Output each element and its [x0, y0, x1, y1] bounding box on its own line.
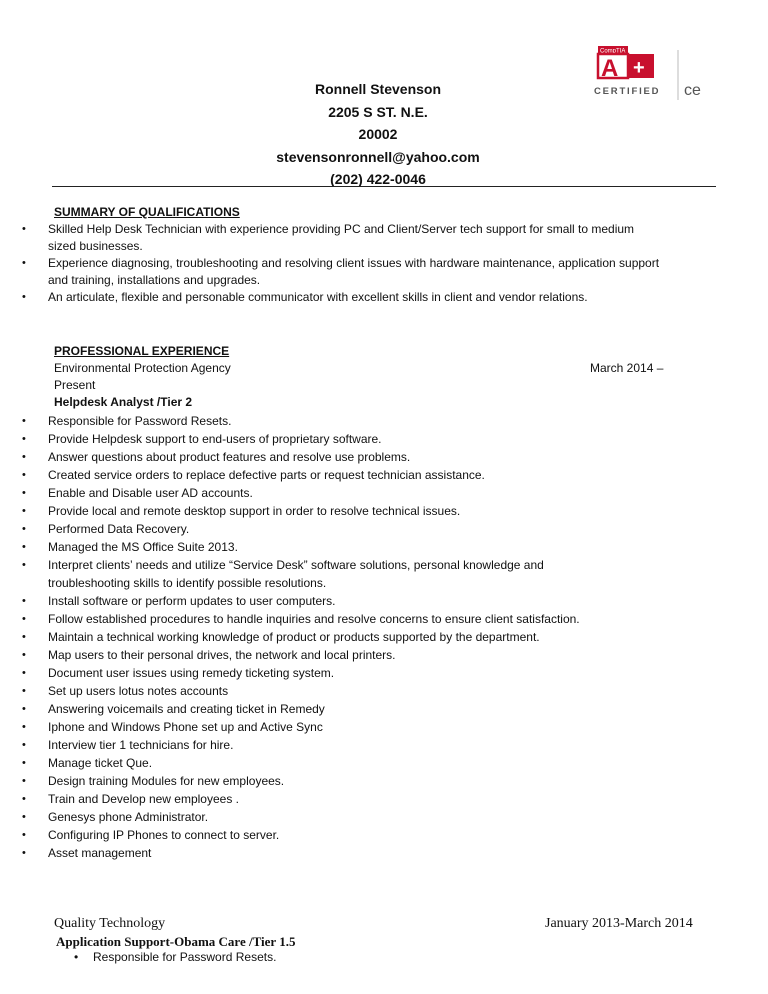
job1-duty-text: Install software or perform updates to user computers. — [48, 594, 336, 608]
bullet-icon: • — [22, 451, 26, 463]
job1-title: Helpdesk Analyst /Tier 2 — [54, 395, 193, 409]
job1-duty — [0, 700, 600, 718]
bullet-icon: • — [74, 950, 79, 964]
certified-text: CERTIFIED — [594, 86, 661, 97]
bullet-icon: • — [22, 811, 26, 823]
job1-duty-text: Interpret clients’ needs and utilize “Service Desk” software solutions, personal knowledge and troubleshooting skills to identify possible resolutions. — [48, 558, 544, 590]
bullet-icon: • — [22, 667, 26, 679]
a-letter: A — [601, 55, 619, 82]
bullet-icon: • — [22, 487, 26, 499]
job1-duty-text: Answering voicemails and creating ticket in Remedy — [48, 702, 325, 716]
job1-duty — [0, 430, 600, 448]
job1-duty-text: Genesys phone Administrator. — [48, 810, 209, 824]
zip-code: 20002 — [358, 126, 398, 142]
phone-number: (202) 422-0046 — [330, 171, 426, 187]
bullet-icon: • — [22, 847, 26, 859]
job1-duty-text: Iphone and Windows Phone set up and Active Sync — [48, 720, 323, 734]
summary-heading: SUMMARY OF QUALIFICATIONS — [54, 205, 240, 219]
job2-duties-list — [0, 949, 276, 966]
bullet-icon: • — [22, 523, 26, 535]
job1-duty — [0, 718, 600, 736]
job1-duty-text: Performed Data Recovery. — [48, 522, 190, 536]
bullet-icon: • — [22, 595, 26, 607]
job1-duty — [0, 592, 600, 610]
job1-duty — [0, 484, 600, 502]
ce-text: ce — [684, 82, 701, 99]
job1-duty — [0, 466, 600, 484]
job1-duty — [0, 520, 600, 538]
comptia-a-plus-certified-logo — [588, 46, 710, 102]
job1-duty — [0, 412, 600, 430]
bullet-icon: • — [22, 775, 26, 787]
job1-duty — [0, 772, 600, 790]
job1-duty-text: Provide local and remote desktop support in order to resolve technical issues. — [48, 504, 461, 518]
job2-duty-text: Responsible for Password Resets. — [93, 950, 277, 964]
job1-duty — [0, 844, 600, 862]
job1-duty-text: Set up users lotus notes accounts — [48, 684, 229, 698]
job1-duty — [0, 754, 600, 772]
job1-duty-text: Map users to their personal drives, the network and local printers. — [48, 648, 396, 662]
bullet-icon: • — [22, 223, 26, 235]
bullet-icon: • — [22, 505, 26, 517]
job1-duty — [0, 556, 600, 592]
job1-duty-text: Enable and Disable user AD accounts. — [48, 486, 253, 500]
job1-duty-text: Manage ticket Que. — [48, 756, 153, 770]
plus-sign: + — [633, 57, 645, 79]
bullet-icon: • — [22, 541, 26, 553]
candidate-name: Ronnell Stevenson — [314, 81, 442, 97]
job1-duty — [0, 646, 600, 664]
job1-duty-text: Managed the MS Office Suite 2013. — [48, 540, 238, 554]
job1-duty-text: Asset management — [48, 846, 152, 860]
summary-item — [0, 255, 660, 289]
summary-item-text: Skilled Help Desk Technician with experience providing PC and Client/Server tech support for small to medium sized businesses. — [48, 222, 635, 253]
job1-duty-text: Provide Helpdesk support to end-users of proprietary software. — [48, 432, 382, 446]
bullet-icon: • — [22, 613, 26, 625]
job1-duties-list — [0, 412, 600, 862]
bullet-icon: • — [22, 793, 26, 805]
job1-duty — [0, 538, 600, 556]
job1-duty-text: Responsible for Password Resets. — [48, 414, 232, 428]
job1-duty — [0, 610, 600, 628]
summary-item — [0, 221, 660, 255]
summary-item-text: An articulate, flexible and personable communicator with excellent skills in client and vendor relations. — [48, 290, 588, 304]
job1-duty — [0, 826, 600, 844]
bullet-icon: • — [22, 559, 26, 571]
header-divider — [52, 186, 716, 187]
bullet-icon: • — [22, 469, 26, 481]
job1-duty-text: Answer questions about product features and resolve use problems. — [48, 450, 411, 464]
job1-date-start: March 2014 – — [590, 361, 664, 375]
experience-heading: PROFESSIONAL EXPERIENCE — [54, 344, 230, 358]
job2-organization: Quality Technology — [54, 916, 166, 931]
bullet-icon: • — [22, 739, 26, 751]
job1-duty-text: Design training Modules for new employees. — [48, 774, 285, 788]
job1-duty — [0, 448, 600, 466]
bullet-icon: • — [22, 291, 26, 303]
bullet-icon: • — [22, 433, 26, 445]
job1-org-name: Environmental Protection Agency — [54, 361, 231, 375]
bullet-icon: • — [22, 721, 26, 733]
job1-duty-text: Follow established procedures to handle inquiries and resolve concerns to ensure client satisfaction. — [48, 612, 580, 626]
bullet-icon: • — [22, 257, 26, 269]
job1-duty-text: Configuring IP Phones to connect to server. — [48, 828, 280, 842]
summary-item-text: Experience diagnosing, troubleshooting and resolving client issues with hardware maintenance, application support and training, installations and upgrades. — [48, 256, 660, 287]
job2-dates: January 2013-March 2014 — [545, 916, 693, 931]
job1-duty — [0, 736, 600, 754]
job1-duty-text: Maintain a technical working knowledge of product or products supported by the department. — [48, 630, 540, 644]
job1-duty-text: Document user issues using remedy ticketing system. — [48, 666, 335, 680]
job1-duty — [0, 664, 600, 682]
summary-list — [0, 221, 660, 306]
job1-date-end: Present — [54, 378, 96, 392]
street-address: 2205 S ST. N.E. — [328, 103, 428, 120]
job1-duty — [0, 682, 600, 700]
job2-title: Application Support-Obama Care /Tier 1.5 — [56, 934, 296, 949]
bullet-icon: • — [22, 649, 26, 661]
job1-duty — [0, 808, 600, 826]
bullet-icon: • — [22, 757, 26, 769]
job1-duty — [0, 790, 600, 808]
bullet-icon: • — [22, 685, 26, 697]
bullet-icon: • — [22, 703, 26, 715]
job1-duty — [0, 502, 600, 520]
contact-header — [200, 78, 556, 191]
job2-duty — [0, 949, 276, 966]
job1-duty-text: Created service orders to replace defective parts or request technician assistance. — [48, 468, 485, 482]
bullet-icon: • — [22, 415, 26, 427]
job1-duty-text: Interview tier 1 technicians for hire. — [48, 738, 234, 752]
bullet-icon: • — [22, 829, 26, 841]
job1-duty-text: Train and Develop new employees . — [48, 792, 239, 806]
bullet-icon: • — [22, 631, 26, 643]
summary-item — [0, 289, 660, 306]
job1-organization — [54, 360, 654, 394]
comptia-brand-text: CompTIA — [600, 48, 626, 55]
email-address: stevensonronnell@yahoo.com — [276, 148, 480, 165]
job1-duty — [0, 628, 600, 646]
